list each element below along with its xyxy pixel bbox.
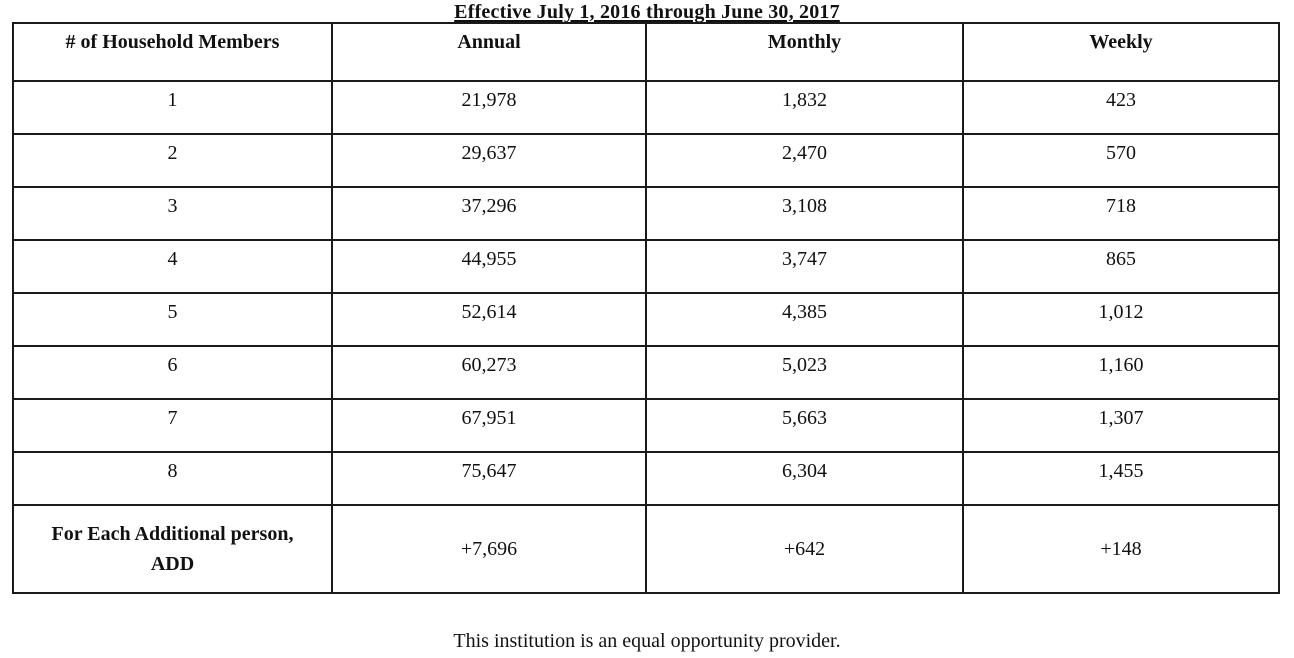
income-guidelines-table xyxy=(12,22,1280,594)
cell-monthly: 3,747 xyxy=(646,240,963,293)
cell-members: 8 xyxy=(13,452,332,505)
cell-weekly: 423 xyxy=(963,81,1279,134)
additional-label-line2: ADD xyxy=(150,553,195,575)
table-row xyxy=(13,399,1279,452)
cell-monthly: 5,023 xyxy=(646,346,963,399)
cell-additional-monthly: +642 xyxy=(646,505,963,593)
header-household-members: # of Household Members xyxy=(13,23,332,81)
cell-weekly: 865 xyxy=(963,240,1279,293)
cell-members: 7 xyxy=(13,399,332,452)
table-row xyxy=(13,187,1279,240)
cell-monthly: 4,385 xyxy=(646,293,963,346)
cell-additional-annual: +7,696 xyxy=(332,505,646,593)
cell-members: 6 xyxy=(13,346,332,399)
cell-members: 3 xyxy=(13,187,332,240)
cell-weekly: 718 xyxy=(963,187,1279,240)
table-row xyxy=(13,452,1279,505)
table-row xyxy=(13,134,1279,187)
cell-weekly: 1,012 xyxy=(963,293,1279,346)
additional-person-row xyxy=(13,505,1279,593)
cell-annual: 44,955 xyxy=(332,240,646,293)
header-weekly: Weekly xyxy=(963,23,1279,81)
cell-monthly: 5,663 xyxy=(646,399,963,452)
cell-weekly: 1,160 xyxy=(963,346,1279,399)
cell-weekly: 570 xyxy=(963,134,1279,187)
cell-annual: 67,951 xyxy=(332,399,646,452)
header-monthly: Monthly xyxy=(646,23,963,81)
page-title xyxy=(0,0,1294,24)
cell-members: 5 xyxy=(13,293,332,346)
cell-monthly: 6,304 xyxy=(646,452,963,505)
cell-annual: 21,978 xyxy=(332,81,646,134)
table-row xyxy=(13,293,1279,346)
cell-annual: 29,637 xyxy=(332,134,646,187)
header-annual: Annual xyxy=(332,23,646,81)
additional-label-line1: For Each Additional person, xyxy=(51,523,294,545)
additional-person-label xyxy=(13,505,332,593)
page-title-text: Effective July 1, 2016 through June 30, 2017 xyxy=(454,1,840,23)
table-header-row xyxy=(13,23,1279,81)
cell-members: 2 xyxy=(13,134,332,187)
cell-monthly: 1,832 xyxy=(646,81,963,134)
cell-additional-weekly: +148 xyxy=(963,505,1279,593)
cell-weekly: 1,455 xyxy=(963,452,1279,505)
table-row xyxy=(13,240,1279,293)
table-row xyxy=(13,346,1279,399)
table-row xyxy=(13,81,1279,134)
footer-note: This institution is an equal opportunity provider. xyxy=(453,630,841,652)
cell-monthly: 2,470 xyxy=(646,134,963,187)
cell-annual: 60,273 xyxy=(332,346,646,399)
cell-members: 1 xyxy=(13,81,332,134)
cell-annual: 52,614 xyxy=(332,293,646,346)
cell-annual: 37,296 xyxy=(332,187,646,240)
cell-weekly: 1,307 xyxy=(963,399,1279,452)
cell-members: 4 xyxy=(13,240,332,293)
cell-annual: 75,647 xyxy=(332,452,646,505)
cell-monthly: 3,108 xyxy=(646,187,963,240)
